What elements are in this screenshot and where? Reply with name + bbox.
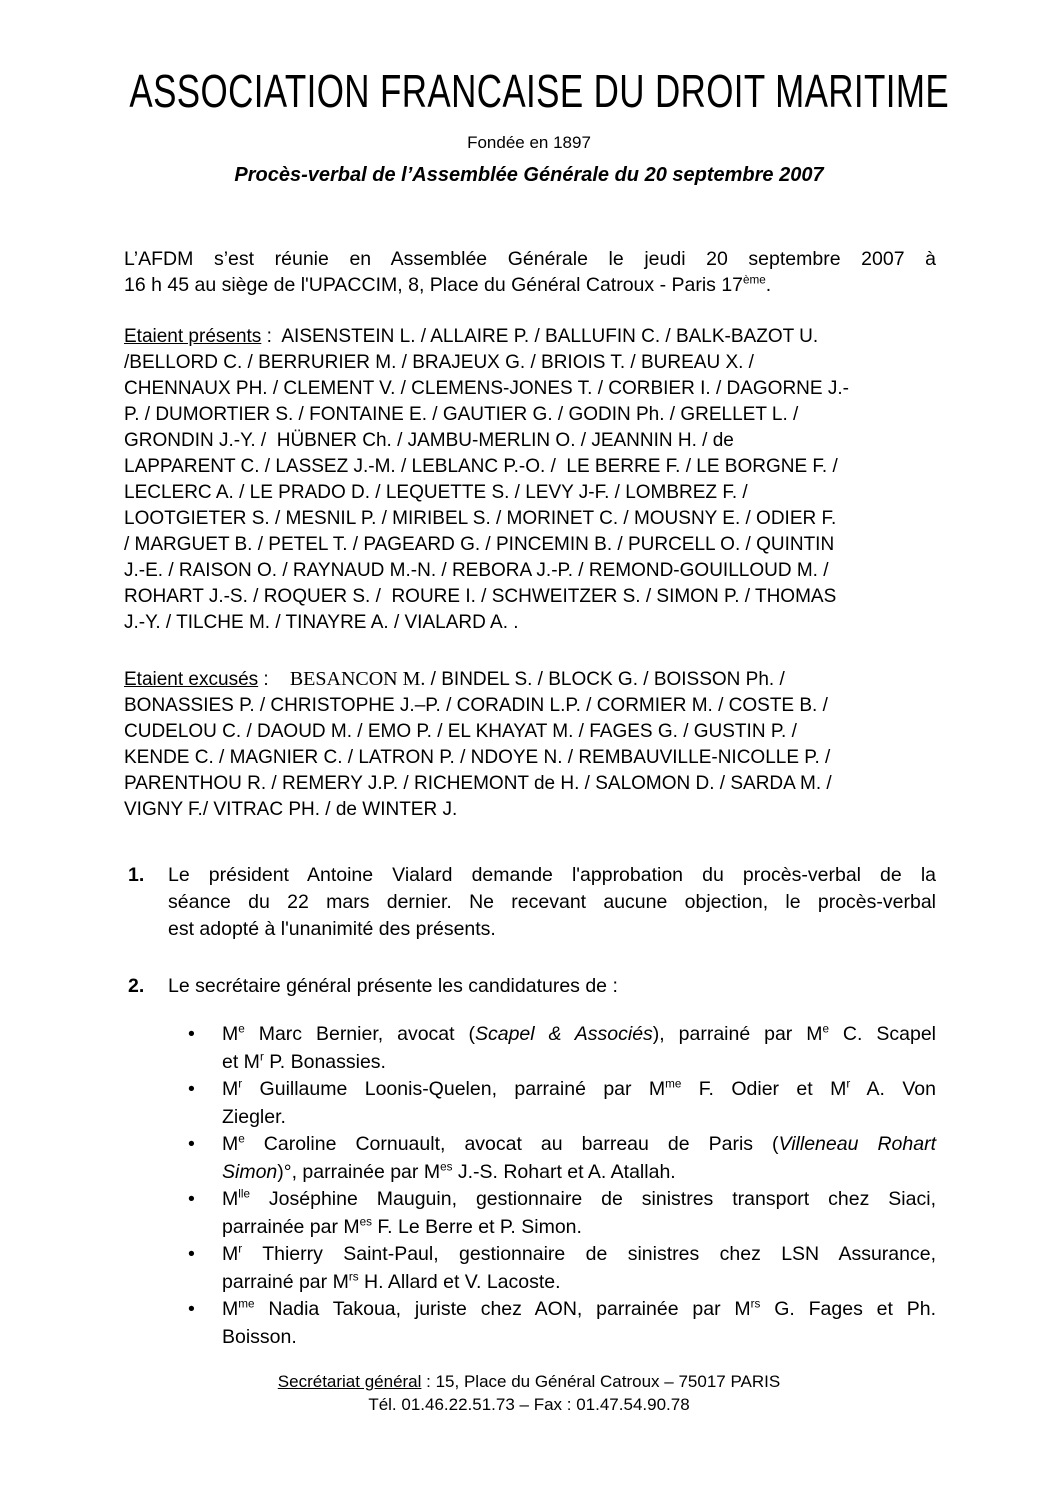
attendees-present-section [124, 324, 936, 636]
attendees-excused-section [124, 666, 936, 823]
agenda-item-1-number: 1. [128, 864, 145, 886]
agenda-item-2-text [168, 973, 936, 1000]
text-line: Me Marc Bernier, avocat (Scapel & Associés), parrainé par Me C. Scapel [222, 1022, 936, 1045]
candidate-item-1-text [222, 1021, 936, 1076]
founded-line: Fondée en 1897 [467, 133, 591, 152]
text-line: CUDELOU C. / DAOUD M. / EMO P. / EL KHAYAT M. / FAGES G. / GUSTIN P. / [124, 721, 797, 742]
text-line: Le président Antoine Vialard demande l'approbation du procès-verbal de la [168, 864, 936, 886]
candidate-item-1 [124, 1021, 936, 1076]
association-title [0, 64, 1058, 118]
text-line: $M^r$ Thierry Saint-Paul, gestionnaire de sinistres chez LSN Assurance, [222, 1242, 936, 1265]
text-line: J.-Y. / TILCHE M. / TINAYRE A. / VIALARD A. . [124, 612, 519, 633]
page-footer [0, 1370, 1058, 1416]
text-line: séance du 22 mars dernier. Ne recevant aucune objection, le procès-verbal [168, 891, 936, 913]
association-title-text: ASSOCIATION FRANCAISE DU DROIT MARITIME [129, 65, 950, 117]
text-line: Me Caroline Cornuault, avocat au barreau de Paris (Villeneau Rohart [222, 1132, 936, 1155]
candidates-bullet-list [124, 1021, 936, 1351]
text-line: KENDE C. / MAGNIER C. / LATRON P. / NDOYE N. / REMBAUVILLE-NICOLLE P. / [124, 747, 831, 768]
agenda-item-1-text [168, 862, 936, 943]
text-line: Etaient excusés : BESANCON M. / BINDEL S. / BLOCK G. / BOISSON Ph. / [124, 668, 785, 690]
text-line: BONASSIES P. / CHRISTOPHE J.–P. / CORADIN L.P. / CORMIER M. / COSTE B. / [124, 695, 828, 716]
text-line: Tél. 01.46.22.51.73 – Fax : 01.47.54.90.78 [368, 1395, 690, 1414]
text-line: parrainé par $M^{rs}$ H. Allard et V. Lacoste. [222, 1270, 561, 1293]
text-line: ROHART J.-S. / ROQUER S. / ROURE I. / SCHWEITZER S. / SIMON P. / THOMAS [124, 586, 837, 607]
text-line: /BELLORD C. / BERRURIER M. / BRAJEUX G. / BRIOIS T. / BUREAU X. / [124, 352, 754, 373]
text-line: GRONDIN J.-Y. / HÜBNER Ch. / JAMBU-MERLIN O. / JEANNIN H. / de [124, 430, 734, 451]
text-line: LAPPARENT C. / LASSEZ J.-M. / LEBLANC P.-O. / LE BERRE F. / LE BORGNE F. / [124, 456, 838, 477]
candidate-item-2 [124, 1076, 936, 1131]
text-line: P. / DUMORTIER S. / FONTAINE E. / GAUTIER G. / GODIN Ph. / GRELLET L. / [124, 404, 799, 425]
bullet-icon: • [188, 1298, 195, 1320]
candidate-item-4 [124, 1186, 936, 1241]
candidate-item-2-text [222, 1076, 936, 1131]
bullet-icon: • [188, 1023, 195, 1045]
text-line: CHENNAUX PH. / CLEMENT V. / CLEMENS-JONES T. / CORBIER I. / DAGORNE J.- [124, 378, 849, 399]
text-line: et $M^r$ P. Bonassies. [222, 1050, 386, 1073]
candidate-item-5-text [222, 1241, 936, 1296]
text-line: est adopté à l'unanimité des présents. [168, 918, 496, 940]
candidate-item-6-text [222, 1296, 936, 1351]
text-line: 16 h 45 au siège de l'UPACCIM, 8, Place du Général Catroux - Paris 17ème. [124, 273, 772, 296]
doc-subtitle: Procès-verbal de l’Assemblée Générale du 20 septembre 2007 [234, 164, 824, 186]
text-line: Ziegler. [222, 1105, 286, 1128]
text-line: Etaient présents : AISENSTEIN L. / ALLAIRE P. / BALLUFIN C. / BALK-BAZOT U. [124, 326, 819, 347]
text-line: LOOTGIETER S. / MESNIL P. / MIRIBEL S. / MORINET C. / MOUSNY E. / ODIER F. [124, 508, 837, 529]
candidate-item-5 [124, 1241, 936, 1296]
candidate-item-6 [124, 1296, 936, 1351]
agenda-item-2 [124, 973, 936, 1000]
candidate-item-3 [124, 1131, 936, 1186]
agenda-item-1 [124, 862, 936, 943]
text-line: L’AFDM s’est réunie en Assemblée Générale le jeudi 20 septembre 2007 à [124, 248, 936, 270]
text-line: LECLERC A. / LE PRADO D. / LEQUETTE S. / LEVY J-F. / LOMBREZ F. / [124, 482, 748, 503]
agenda-item-2-number: 2. [128, 975, 145, 997]
bullet-icon: • [188, 1133, 195, 1155]
text-line: parrainée par $M^{es}$ F. Le Berre et P. Simon. [222, 1215, 582, 1238]
text-line: J.-E. / RAISON O. / RAYNAUD M.-N. / REBORA J.-P. / REMOND-GOUILLOUD M. / [124, 560, 829, 581]
intro-paragraph [124, 246, 936, 298]
text-line: $M^{lle}$ Joséphine Mauguin, gestionnaire de sinistres transport chez Siaci, [222, 1187, 936, 1210]
text-line: Boisson. [222, 1325, 297, 1348]
text-line: VIGNY F./ VITRAC PH. / de WINTER J. [124, 799, 458, 820]
text-line: $M^r$ Guillaume Loonis-Quelen, parrainé par $M^{me}$ F. Odier et $M^r$ A. Von [222, 1077, 936, 1100]
candidate-item-3-text [222, 1131, 936, 1186]
text-line: / MARGUET B. / PETEL T. / PAGEARD G. / PINCEMIN B. / PURCELL O. / QUINTIN [124, 534, 835, 555]
text-line: $M^{me}$ Nadia Takoua, juriste chez AON, parrainée par $M^{rs}$ G. Fages et Ph. [222, 1297, 937, 1320]
bullet-icon: • [188, 1188, 195, 1210]
text-line: PARENTHOU R. / REMERY J.P. / RICHEMONT de H. / SALOMON D. / SARDA M. / [124, 773, 832, 794]
bullet-icon: • [188, 1078, 195, 1100]
text-line: Le secrétaire général présente les candidatures de : [168, 975, 618, 997]
candidate-item-4-text [222, 1186, 936, 1241]
bullet-icon: • [188, 1243, 195, 1265]
text-line: Secrétariat général : 15, Place du Général Catroux – 75017 PARIS [277, 1372, 781, 1391]
text-line: Simon)°, parrainée par $M^{es}$ J.-S. Rohart et A. Atallah. [222, 1160, 676, 1183]
